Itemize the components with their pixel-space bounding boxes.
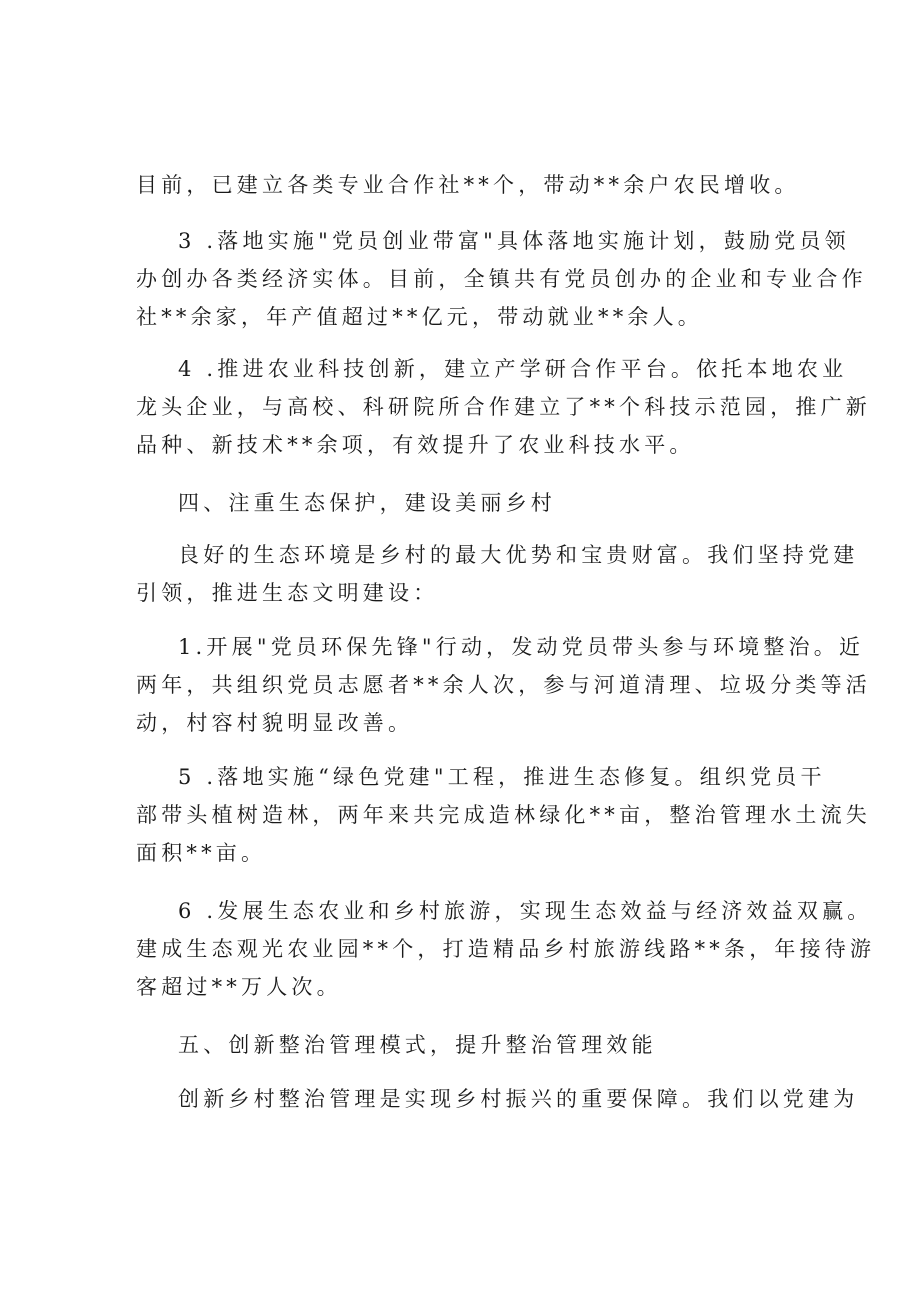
body-text-line: 两年，共组织党员志愿者**余人次，参与河道清理、垃圾分类等活 [136, 673, 871, 697]
body-text-line: 客超过**万人次。 [136, 975, 342, 999]
body-text-line: 建成生态观光农业园**个，打造精品乡村旅游线路**条，年接待游 [136, 937, 876, 961]
list-item-line: 6 .发展生态农业和乡村旅游，实现生态效益与经济效益双赢。 [178, 899, 873, 923]
body-text-line: 目前，已建立各类专业合作社**个，带动**余户农民增收。 [136, 173, 800, 197]
section-heading: 四、注重生态保护，建设美丽乡村 [178, 491, 556, 515]
body-text-line: 品种、新技术**余项，有效提升了农业科技水平。 [136, 433, 695, 457]
body-text-line: 引领，推进生态文明建设： [136, 581, 439, 605]
list-item-line: 4 .推进农业科技创新，建立产学研合作平台。依托本地农业 [178, 357, 848, 381]
list-item-line: 1.开展"党员环保先锋"行动，发动党员带头参与环境整治。近 [178, 635, 865, 659]
body-text-line: 部带头植树造林，两年来共完成造林绿化**亩，整治管理水土流失 [136, 803, 871, 827]
body-text-line: 动，村容村貌明显改善。 [136, 711, 414, 735]
list-item-line: 3 .落地实施"党员创业带富"具体落地实施计划，鼓励党员领 [178, 229, 850, 253]
section-heading: 五、创新整治管理模式，提升整治管理效能 [178, 1033, 657, 1057]
body-text-line: 面积**亩。 [136, 841, 267, 865]
body-text-line: 龙头企业，与高校、科研院所合作建立了**个科技示范园，推广新 [136, 395, 871, 419]
body-text-line: 社**余家，年产值超过**亿元，带动就业**余人。 [136, 305, 703, 329]
body-text-line: 创新乡村整治管理是实现乡村振兴的重要保障。我们以党建为 [178, 1087, 859, 1111]
body-text-line: 良好的生态环境是乡村的最大优势和宝贵财富。我们坚持党建 [178, 543, 859, 567]
body-text-line: 办创办各类经济实体。目前，全镇共有党员创办的企业和专业合作 [136, 267, 867, 291]
list-item-line: 5 .落地实施“绿色党建"工程，推进生态修复。组织党员干 [178, 765, 826, 789]
